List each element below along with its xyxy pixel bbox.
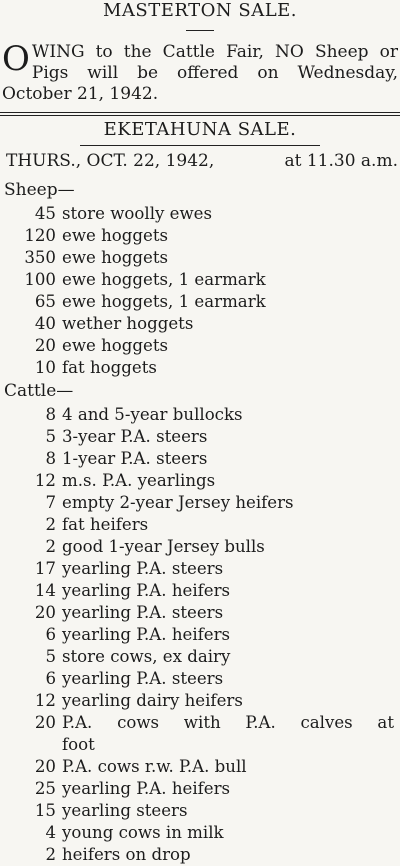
lot-quantity: 15 <box>34 801 56 820</box>
cattle-lot <box>0 844 400 866</box>
lot-description: yearling P.A. steers <box>62 559 224 578</box>
cattle-lot-continuation <box>0 734 400 756</box>
lot-quantity: 14 <box>34 581 56 600</box>
lot-quantity: 17 <box>34 559 56 578</box>
sheep-lot <box>0 291 400 313</box>
lot-description: yearling P.A. heifers <box>62 779 231 798</box>
short-divider <box>186 30 214 31</box>
lot-description: P.A. cows r.w. P.A. bull <box>62 757 247 776</box>
lot-description: 3-year P.A. steers <box>62 427 208 446</box>
lot-quantity: 2 <box>45 537 56 556</box>
lot-quantity: 6 <box>45 669 56 688</box>
sheep-lot <box>0 357 400 379</box>
lot-quantity: 7 <box>45 493 56 512</box>
sheep-heading: Sheep— <box>4 180 75 200</box>
cattle-lot <box>0 690 400 712</box>
lot-description: ewe hoggets, 1 earmark <box>62 292 266 311</box>
drop-cap-letter: O <box>2 39 30 79</box>
heading-underline <box>80 145 320 146</box>
lot-quantity: 5 <box>45 647 56 666</box>
lot-quantity: 120 <box>24 226 56 245</box>
section-divider-top <box>0 112 400 113</box>
lot-quantity: 20 <box>34 336 56 355</box>
lot-quantity: 350 <box>24 248 56 267</box>
lot-quantity: 40 <box>34 314 56 333</box>
cattle-lot <box>0 624 400 646</box>
lot-description: yearling steers <box>62 801 188 820</box>
lot-description: yearling P.A. steers <box>62 603 224 622</box>
lot-quantity: 65 <box>34 292 56 311</box>
lot-quantity: 4 <box>45 823 56 842</box>
lot-description: store cows, ex dairy <box>62 647 231 666</box>
cattle-lot <box>0 470 400 492</box>
lot-quantity: 12 <box>34 471 56 490</box>
lot-description: young cows in milk <box>62 823 224 842</box>
cattle-lot <box>0 448 400 470</box>
lot-description: ewe hoggets <box>62 226 169 245</box>
cattle-lot <box>0 668 400 690</box>
lot-quantity: 10 <box>34 358 56 377</box>
cattle-lot <box>0 646 400 668</box>
lot-quantity: 20 <box>34 713 56 732</box>
cattle-lot <box>0 822 400 844</box>
lot-description: yearling P.A. steers <box>62 669 224 688</box>
sheep-lot <box>0 313 400 335</box>
lot-description: ewe hoggets <box>62 336 169 355</box>
cattle-lot <box>0 426 400 448</box>
cattle-lot <box>0 712 400 734</box>
lot-quantity: 8 <box>45 449 56 468</box>
lot-description: 4 and 5-year bullocks <box>62 405 243 424</box>
section-divider-bottom <box>0 115 400 116</box>
lot-quantity: 20 <box>34 603 56 622</box>
lot-description: good 1-year Jersey bulls <box>62 537 265 556</box>
lot-description: fat heifers <box>62 515 149 534</box>
cattle-lot <box>0 514 400 536</box>
sheep-lot <box>0 269 400 291</box>
sheep-lot <box>0 335 400 357</box>
lot-quantity: 5 <box>45 427 56 446</box>
sale-time: at 11.30 a.m. <box>284 151 398 171</box>
lot-quantity: 45 <box>34 204 56 223</box>
lot-description: P.A. cows with P.A. calves at <box>62 713 394 732</box>
lot-description-continued: foot <box>62 735 95 754</box>
masterton-heading: MASTERTON SALE. <box>102 0 298 21</box>
lot-description: ewe hoggets, 1 earmark <box>62 270 266 289</box>
lot-description: store woolly ewes <box>62 204 213 223</box>
lot-quantity: 12 <box>34 691 56 710</box>
cattle-lot <box>0 536 400 558</box>
lot-description: wether hoggets <box>62 314 194 333</box>
lot-quantity: 100 <box>24 270 56 289</box>
lot-quantity: 6 <box>45 625 56 644</box>
lot-quantity: 25 <box>34 779 56 798</box>
lot-quantity: 20 <box>34 757 56 776</box>
lot-description: fat hoggets <box>62 358 157 377</box>
lot-description: yearling P.A. heifers <box>62 625 231 644</box>
cattle-lot <box>0 602 400 624</box>
cattle-lot <box>0 778 400 800</box>
lot-description: ewe hoggets <box>62 248 169 267</box>
sheep-lot <box>0 247 400 269</box>
lot-quantity: 2 <box>45 845 56 864</box>
lot-description: yearling P.A. heifers <box>62 581 231 600</box>
masterton-notice <box>2 39 398 105</box>
cattle-heading: Cattle— <box>4 381 74 401</box>
cattle-lot <box>0 558 400 580</box>
lot-quantity: 8 <box>45 405 56 424</box>
cattle-lot <box>0 756 400 778</box>
lot-quantity: 2 <box>45 515 56 534</box>
notice-text: WING to the Cattle Fair, NO Sheep or Pigs will be offered on Wednesday, October 21, 1942. <box>2 42 398 104</box>
lot-description: m.s. P.A. yearlings <box>62 471 216 490</box>
cattle-lot <box>0 492 400 514</box>
lot-description: 1-year P.A. steers <box>62 449 208 468</box>
cattle-list <box>0 404 400 866</box>
cattle-lot <box>0 800 400 822</box>
lot-description: empty 2-year Jersey heifers <box>62 493 294 512</box>
sheep-list <box>0 203 400 379</box>
lot-description: heifers on drop <box>62 845 191 864</box>
sale-date: THURS., OCT. 22, 1942, <box>6 151 215 171</box>
sale-dateline <box>6 151 398 171</box>
sheep-lot <box>0 225 400 247</box>
lot-description: yearling dairy heifers <box>62 691 243 710</box>
sheep-lot <box>0 203 400 225</box>
eketahuna-heading: EKETAHUNA SALE. <box>103 119 297 140</box>
cattle-lot <box>0 580 400 602</box>
cattle-lot <box>0 404 400 426</box>
